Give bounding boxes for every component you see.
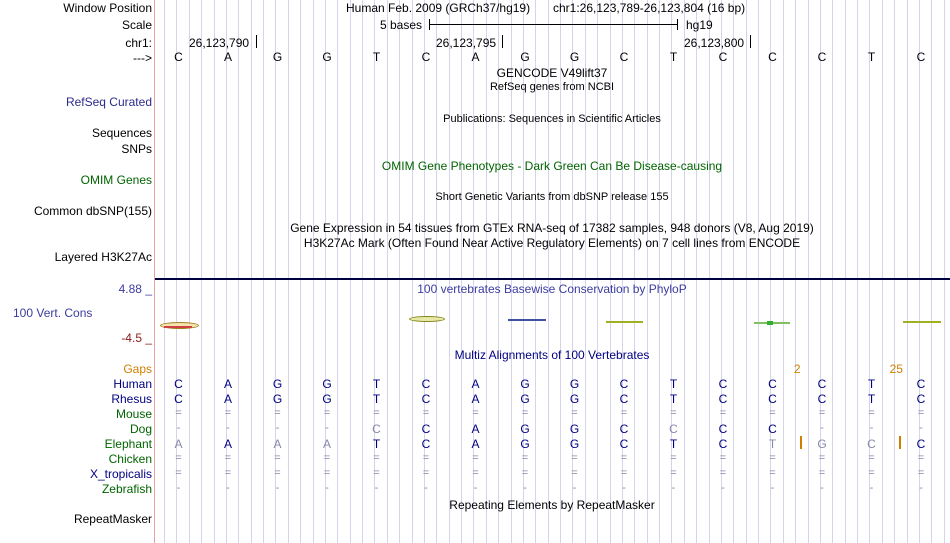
aligned-base: - [473, 482, 478, 494]
aligned-base: = [917, 407, 925, 419]
grid-line [845, 0, 846, 543]
sequence-base: C [421, 50, 431, 64]
sequence-base: A [471, 50, 480, 64]
aligned-base: - [572, 482, 577, 494]
aligned-base: T [669, 377, 678, 391]
aligned-base: T [867, 377, 876, 391]
aligned-base: = [917, 467, 925, 479]
grid-line [944, 0, 945, 543]
aligned-base: - [226, 422, 230, 434]
gap-indicator [899, 436, 901, 449]
grid-line [808, 0, 809, 543]
aligned-base: = [274, 452, 281, 464]
aligned-base: A [471, 422, 480, 436]
aligned-base: G [569, 422, 580, 436]
image-left-border [154, 0, 155, 543]
grid-line [436, 0, 437, 543]
grid-line [362, 0, 363, 543]
aligned-base: - [424, 482, 428, 494]
sequence-base: G [322, 50, 332, 64]
aligned-base: - [820, 482, 824, 494]
aligned-base: - [176, 482, 181, 494]
aligned-base: C [372, 422, 381, 436]
aligned-base: - [820, 422, 824, 434]
aligned-base: C [916, 437, 926, 451]
coordinate-label: 26,123,795 [436, 36, 497, 50]
aligned-base: C [768, 422, 777, 436]
aligned-base: = [719, 452, 727, 464]
aligned-base: T [372, 392, 381, 406]
aligned-base: = [175, 452, 182, 464]
aligned-base: C [718, 392, 728, 406]
grid-line [758, 0, 759, 543]
grid-line [696, 0, 697, 543]
strand-arrow-label[interactable]: ---> [133, 51, 152, 65]
aligned-base: = [769, 467, 776, 479]
aligned-base: = [175, 407, 182, 419]
aligned-base: G [569, 392, 580, 406]
grid-line [894, 0, 895, 543]
aligned-base: = [521, 452, 529, 464]
dbsnp-track-label[interactable]: Common dbSNP(155) [33, 204, 152, 218]
aligned-base: = [274, 407, 281, 419]
aligned-base: C [619, 437, 629, 451]
aligned-base: = [422, 407, 430, 419]
aligned-base: = [670, 467, 677, 479]
gap-count: 2 [793, 362, 801, 376]
grid-line [882, 0, 883, 543]
coordinate-label: 26,123,790 [189, 36, 250, 50]
aligned-base: = [373, 467, 380, 479]
aligned-base: = [224, 467, 232, 479]
aligned-base: = [472, 452, 479, 464]
aligned-base: C [867, 437, 876, 451]
grid-line [201, 0, 202, 543]
aligned-base: A [174, 437, 183, 451]
species-label[interactable]: X_tropicalis [89, 467, 152, 481]
aligned-base: = [670, 452, 677, 464]
aligned-base: T [372, 437, 381, 451]
assembly-name: Human Feb. 2009 (GRCh37/hg19) [346, 1, 531, 15]
aligned-base: = [323, 467, 331, 479]
sequence-base: T [867, 50, 876, 64]
window-position-label: Window Position [63, 1, 152, 15]
sequence-base: G [520, 50, 530, 64]
h3k27ac-track-title: H3K27Ac Mark (Often Found Near Active Regulatory Elements) on 7 cell lines from ENCODE [303, 236, 801, 250]
grid-line [313, 0, 314, 543]
aligned-base: - [671, 482, 676, 494]
grid-line [832, 0, 833, 543]
aligned-base: C [817, 392, 827, 406]
aligned-base: G [520, 422, 530, 436]
aligned-base: A [471, 437, 480, 451]
aligned-base: - [869, 422, 874, 434]
aligned-base: = [769, 407, 776, 419]
gap-indicator [800, 436, 802, 449]
aligned-base: A [223, 377, 233, 391]
aligned-base: = [620, 452, 628, 464]
phylop-bar [767, 321, 773, 325]
aligned-base: C [817, 377, 827, 391]
species-label[interactable]: Elephant [104, 437, 152, 451]
species-label[interactable]: Mouse [115, 407, 152, 421]
aligned-base: C [718, 437, 728, 451]
aligned-base: = [620, 407, 628, 419]
gtex-track-title: Gene Expression in 54 tissues from GTEx RNA-seq of 17382 samples, 948 donors (V8, Aug 2019) [290, 221, 814, 235]
coordinate-label: 26,123,800 [684, 36, 745, 50]
aligned-base: C [768, 392, 777, 406]
aligned-base: = [769, 452, 776, 464]
aligned-base: G [272, 377, 283, 391]
aligned-base: C [421, 437, 431, 451]
aligned-base: C [916, 392, 926, 406]
repeatmasker-track-label[interactable]: RepeatMasker [73, 512, 152, 526]
aligned-base: C [421, 377, 431, 391]
aligned-base: = [620, 467, 628, 479]
aligned-base: C [718, 422, 728, 436]
coordinate-tick [256, 35, 257, 48]
aligned-base: - [770, 482, 775, 494]
gaps-label: Gaps [123, 362, 152, 376]
aligned-base: G [322, 392, 332, 406]
phylop-track-title: 100 vertebrates Basewise Conservation by PhyloP [417, 282, 687, 296]
aligned-base: - [869, 482, 874, 494]
grid-line [449, 0, 450, 543]
species-label[interactable]: Chicken [108, 452, 152, 466]
aligned-base: - [721, 482, 725, 494]
chr-label: chr1: [125, 36, 152, 50]
aligned-base: C [619, 377, 629, 391]
sequence-base: C [817, 50, 827, 64]
aligned-base: C [619, 422, 629, 436]
grid-line [251, 0, 252, 543]
grid-line [461, 0, 462, 543]
aligned-base: - [919, 422, 923, 434]
aligned-base: A [471, 392, 480, 406]
phylop-bar [606, 321, 643, 323]
aligned-base: = [917, 452, 925, 464]
aligned-base: G [520, 377, 530, 391]
scale-bar-left-cap [429, 19, 430, 30]
phylop-bar [508, 319, 546, 321]
aligned-base: = [571, 407, 578, 419]
aligned-base: A [322, 437, 332, 451]
grid-line [486, 0, 487, 543]
aligned-base: G [569, 377, 580, 391]
aligned-base: C [916, 377, 926, 391]
sequence-base: G [569, 50, 580, 64]
aligned-base: - [374, 482, 379, 494]
grid-line [659, 0, 660, 543]
aligned-base: A [223, 437, 233, 451]
aligned-base: - [325, 422, 329, 434]
gap-count: 25 [889, 362, 903, 376]
aligned-base: - [622, 482, 626, 494]
aligned-base: C [174, 377, 183, 391]
refseq-track-title: RefSeq genes from NCBI [489, 81, 615, 93]
aligned-base: G [520, 437, 530, 451]
aligned-base: C [669, 422, 678, 436]
aligned-base: = [422, 452, 430, 464]
sequence-base: C [619, 50, 629, 64]
aligned-base: C [718, 377, 728, 391]
aligned-base: T [867, 392, 876, 406]
track-divider [155, 278, 950, 280]
aligned-base: - [226, 482, 230, 494]
aligned-base: = [472, 407, 479, 419]
grid-line [783, 0, 784, 543]
sequences-track-label[interactable]: Sequences [91, 126, 152, 140]
snps-track-label[interactable]: SNPs [121, 142, 152, 156]
aligned-base: = [818, 407, 826, 419]
aligned-base: - [919, 482, 923, 494]
aligned-base: = [868, 407, 875, 419]
grid-line [684, 0, 685, 543]
grid-line [387, 0, 388, 543]
scale-bar-label: 5 bases [380, 18, 423, 32]
aligned-base: = [472, 467, 479, 479]
dbsnp-track-title: Short Genetic Variants from dbSNP release 155 [435, 191, 669, 203]
sequence-base: C [768, 50, 777, 64]
aligned-base: C [174, 392, 183, 406]
aligned-base: = [818, 452, 826, 464]
aligned-base: = [224, 452, 232, 464]
sequence-base: C [174, 50, 183, 64]
grid-line [337, 0, 338, 543]
aligned-base: T [372, 377, 381, 391]
publications-track-title: Publications: Sequences in Scientific Articles [443, 113, 661, 125]
grid-line [214, 0, 215, 543]
omim-track-label[interactable]: OMIM Genes [80, 173, 152, 187]
grid-line [795, 0, 796, 543]
grid-line [350, 0, 351, 543]
aligned-base: - [275, 422, 280, 434]
aligned-base: T [669, 437, 678, 451]
aligned-base: G [817, 437, 827, 451]
database-label: hg19 [686, 18, 713, 32]
aligned-base: = [323, 452, 331, 464]
aligned-base: = [175, 467, 182, 479]
aligned-base: G [322, 377, 332, 391]
aligned-base: = [323, 407, 331, 419]
phylop-min-label: -4.5 _ [121, 331, 152, 345]
aligned-base: A [273, 437, 282, 451]
aligned-base: = [719, 407, 727, 419]
sequence-base: T [669, 50, 678, 64]
aligned-base: = [818, 467, 826, 479]
sequence-base: G [272, 50, 283, 64]
aligned-base: G [569, 437, 580, 451]
aligned-base: = [274, 467, 281, 479]
phylop-bar [409, 316, 445, 322]
grid-line [857, 0, 858, 543]
aligned-base: - [523, 482, 527, 494]
aligned-base: C [421, 422, 431, 436]
aligned-base: G [272, 392, 283, 406]
grid-line [634, 0, 635, 543]
sequence-base: C [916, 50, 926, 64]
aligned-base: = [224, 407, 232, 419]
species-label[interactable]: Human [113, 377, 152, 391]
aligned-base: - [325, 482, 329, 494]
repeatmasker-track-title: Repeating Elements by RepeatMasker [449, 498, 655, 512]
aligned-base: - [275, 482, 280, 494]
grid-line [412, 0, 413, 543]
phylop-max-label: 4.88 _ [118, 282, 152, 296]
aligned-base: C [619, 392, 629, 406]
grid-line [164, 0, 165, 543]
grid-line [907, 0, 908, 543]
sequence-base: T [372, 50, 381, 64]
aligned-base: = [422, 467, 430, 479]
refseq-track-label[interactable]: RefSeq Curated [65, 95, 152, 109]
omim-track-title: OMIM Gene Phenotypes - Dark Green Can Be Disease-causing [381, 159, 723, 173]
aligned-base: = [868, 452, 875, 464]
h3k27ac-track-label[interactable]: Layered H3K27Ac [54, 250, 152, 264]
phylop-bar [903, 321, 941, 323]
species-label[interactable]: Rhesus [111, 392, 152, 406]
aligned-base: = [670, 407, 677, 419]
aligned-base: G [520, 392, 530, 406]
aligned-base: = [373, 407, 380, 419]
scale-bar [429, 24, 677, 25]
gencode-track-title: GENCODE V49lift37 [496, 66, 608, 80]
grid-line [288, 0, 289, 543]
grid-line [709, 0, 710, 543]
grid-line [733, 0, 734, 543]
grid-line [263, 0, 264, 543]
aligned-base: C [768, 377, 777, 391]
sequence-base: C [718, 50, 728, 64]
grid-line [238, 0, 239, 543]
species-label[interactable]: Dog [129, 422, 152, 436]
sequence-base: A [223, 50, 233, 64]
grid-line [189, 0, 190, 543]
aligned-base: = [373, 452, 380, 464]
scale-label: Scale [121, 18, 152, 32]
phylop-track-label[interactable]: 100 Vert. Cons [13, 306, 93, 320]
aligned-base: = [571, 467, 578, 479]
species-label[interactable]: Zebrafish [101, 482, 152, 496]
coordinate-tick [750, 35, 751, 48]
grid-line [746, 0, 747, 543]
aligned-base: A [223, 392, 233, 406]
aligned-base: - [176, 422, 181, 434]
grid-line [647, 0, 648, 543]
multiz-track-title: Multiz Alignments of 100 Vertebrates [454, 348, 650, 362]
scale-bar-right-cap [677, 19, 678, 30]
aligned-base: C [421, 392, 431, 406]
aligned-base: A [471, 377, 480, 391]
phylop-bar-negative [164, 326, 192, 328]
aligned-base: = [719, 467, 727, 479]
window-position-text: chr1:26,123,789-26,123,804 (16 bp) [553, 1, 746, 15]
aligned-base: = [868, 467, 875, 479]
aligned-base: T [768, 437, 777, 451]
aligned-base: = [571, 452, 578, 464]
aligned-base: T [669, 392, 678, 406]
grid-line [931, 0, 932, 543]
aligned-base: = [521, 407, 529, 419]
grid-line [399, 0, 400, 543]
aligned-base: = [521, 467, 529, 479]
grid-line [300, 0, 301, 543]
coordinate-tick [502, 35, 503, 48]
